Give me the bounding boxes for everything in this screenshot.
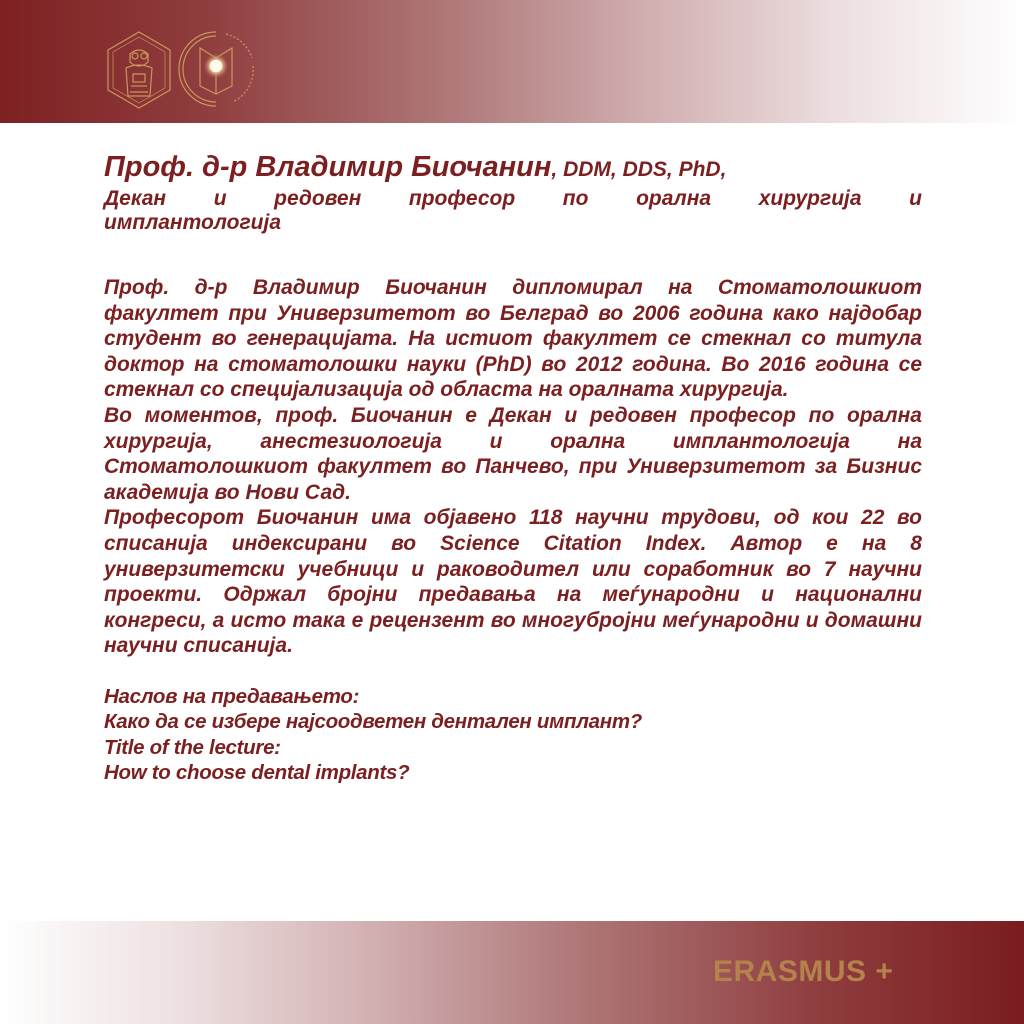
speaker-biography (104, 275, 922, 659)
university-seal-logo (104, 30, 174, 110)
speaker-name: Проф. д-р Владимир Биочанин (104, 151, 552, 183)
faculty-logo (176, 28, 258, 110)
erasmus-program-label: ERASMUS + (713, 955, 894, 988)
lecture-title-en: How to choose dental implants? (104, 761, 410, 785)
speaker-role-line2: имплантологија (104, 211, 282, 234)
main-content (104, 150, 922, 786)
lecture-title-label-en: Title of the lecture: (104, 735, 281, 759)
bio-paragraph: Во моментов, проф. Биочанин е Декан и редовен професор по орална хирургија, анестезиологија и орална имплантологија на Стоматолошкиот факултет во Панчево, при Универзитетот за Бизнис академија во Нови Сад. (104, 403, 922, 504)
university-seal-icon (108, 32, 170, 108)
lecture-title-mk: Како да се избере најсоодветен дентален имплант? (104, 710, 642, 734)
bio-paragraph: Проф. д-р Владимир Биочанин дипломирал на Стоматолошкиот факултет при Универзитетот во Белград во 2006 година како најдобар студент во генерацијата. На истиот факултет се стекнал со титула доктор на стоматолошки науки (PhD) во 2012 година. Во 2016 година се стекнал со специјализација од областа на оралната хирургија. (104, 276, 922, 402)
speaker-degrees: , DDM, DDS, PhD, (551, 158, 727, 181)
speaker-heading (104, 150, 922, 187)
lecture-title-section (104, 684, 922, 786)
bio-paragraph: Професорот Биочанин има објавено 118 научни трудови, од кои 22 во списанија индексирани во Science Citation Index. Автор е на 8 универзитетски учебници и раководител или соработник во 7 научни проекти. Одржал бројни предавања на меѓународни и национални конгреси, а исто така е рецензент во многубројни меѓународни и домашни научни списанија. (104, 506, 922, 658)
lecture-title-label-mk: Наслов на предавањето: (104, 684, 360, 708)
speaker-role-line1: Декан и редовен професор по орална хирургија и (104, 187, 922, 210)
